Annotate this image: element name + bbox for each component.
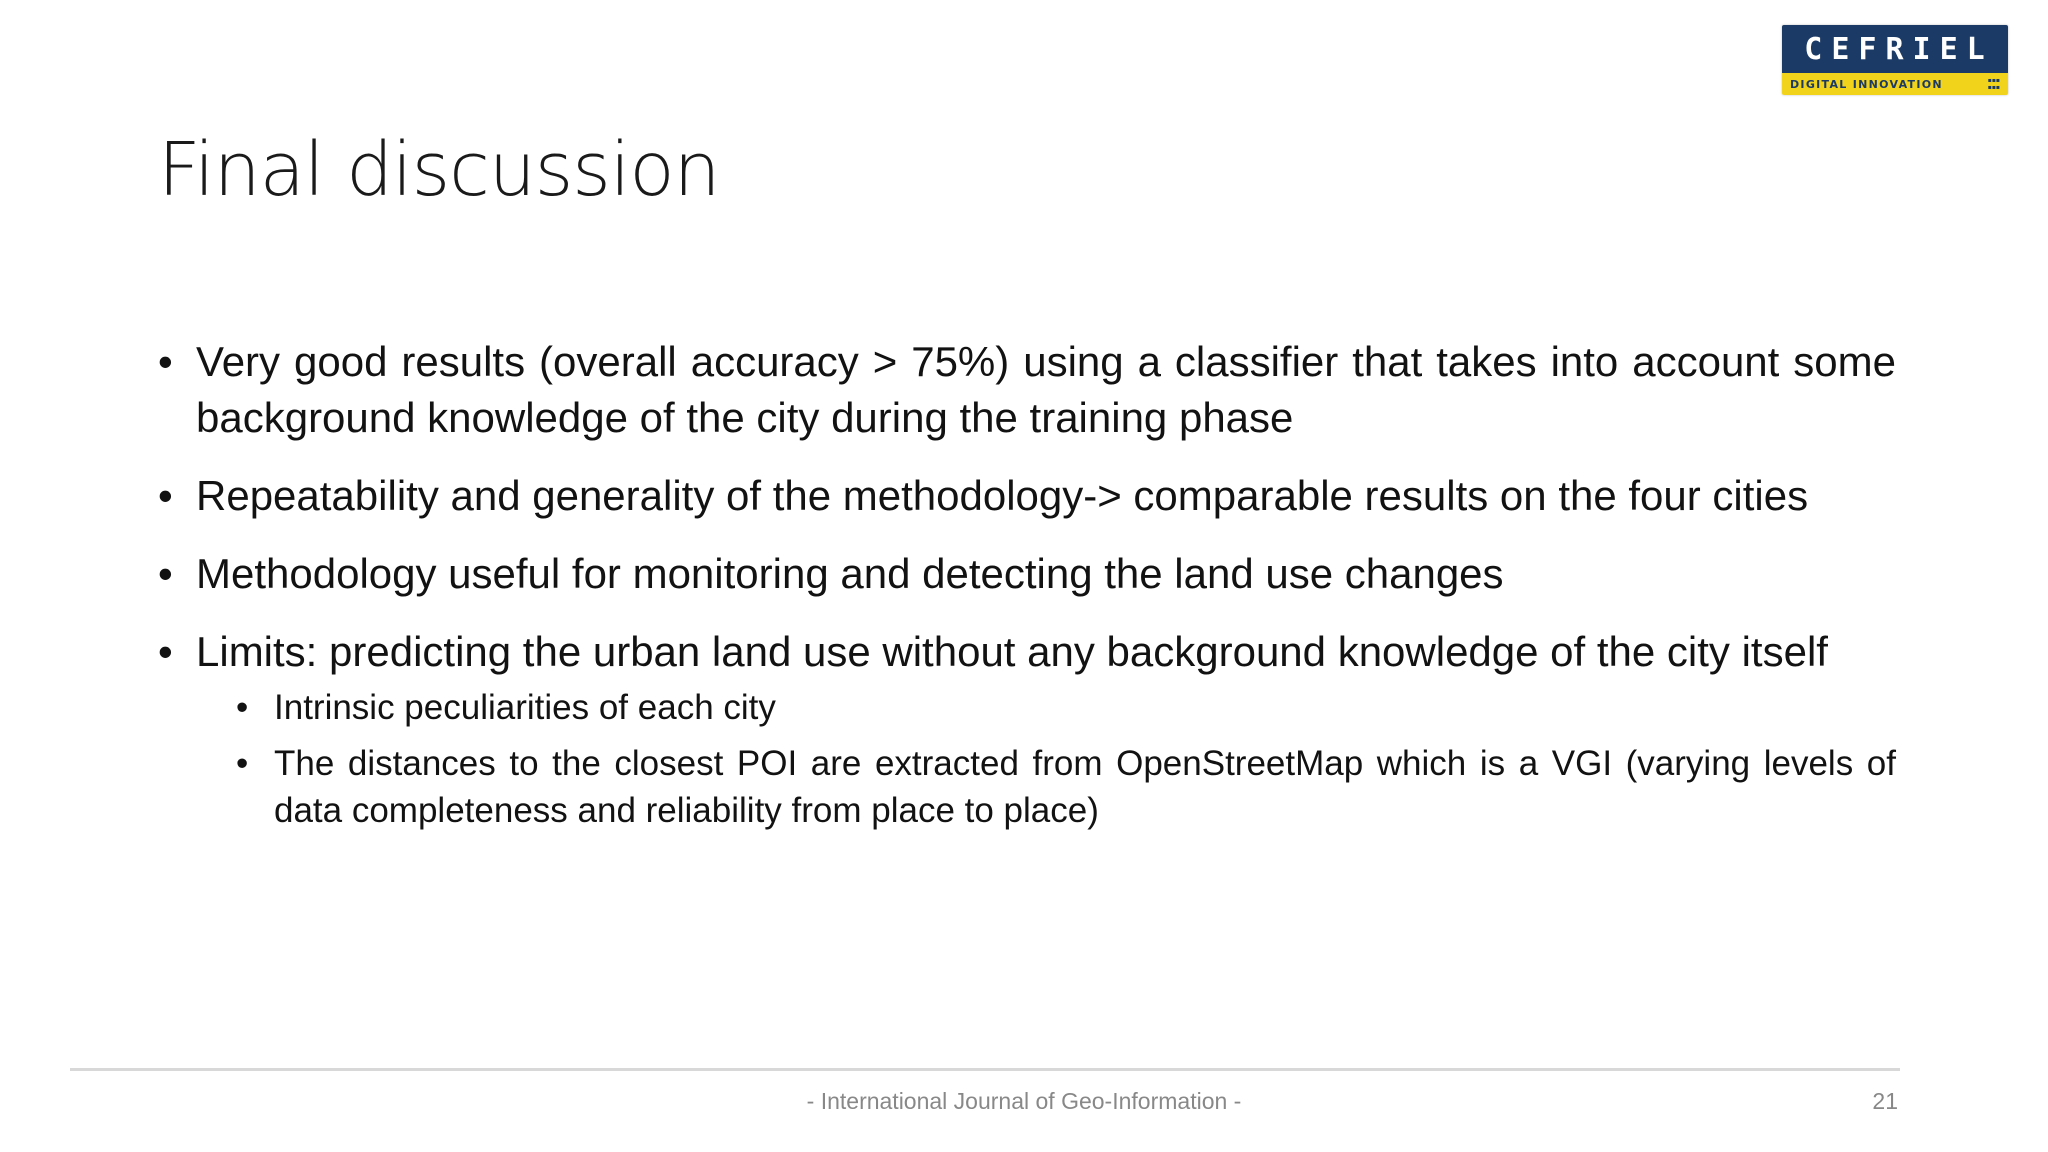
bullet-item-results: • Very good results (overall accuracy > 75%) using a classifier that takes into account some background knowledge of the city during the training phase: [158, 334, 1896, 446]
logo-tagline: DIGITAL INNOVATION: [1790, 77, 1943, 91]
slide-title: Final discussion: [158, 127, 720, 213]
logo-mark-icon: ▪▪▪ ▪▪▪: [1987, 77, 2000, 91]
footer-journal: - International Journal of Geo-Information -: [806, 1088, 1242, 1114]
logo-wordmark: CEFRIEL: [1782, 25, 2008, 73]
sub-bullet-item-peculiarities: • Intrinsic peculiarities of each city: [236, 684, 1896, 731]
footer-divider: [70, 1068, 1900, 1071]
bullet-item-limits: [158, 624, 1896, 834]
slide-content: [158, 334, 1896, 856]
bullet-item-methodology: • Methodology useful for monitoring and detecting the land use changes: [158, 546, 1896, 602]
bullet-item-limits-text: Limits: predicting the urban land use without any background knowledge of the city itself: [196, 628, 1828, 675]
cefriel-logo: [1782, 25, 2008, 95]
bullet-item-repeatability: • Repeatability and generality of the methodology-> comparable results on the four cities: [158, 468, 1896, 524]
sub-bullet-list: [236, 684, 1896, 834]
sub-bullet-item-poi-distances: • The distances to the closest POI are extracted from OpenStreetMap which is a VGI (varying levels of data completeness and reliability from place to place): [236, 740, 1896, 834]
logo-tagline-bar: [1782, 73, 2008, 95]
bullet-list: [158, 334, 1896, 834]
page-number: 21: [1872, 1088, 1898, 1114]
